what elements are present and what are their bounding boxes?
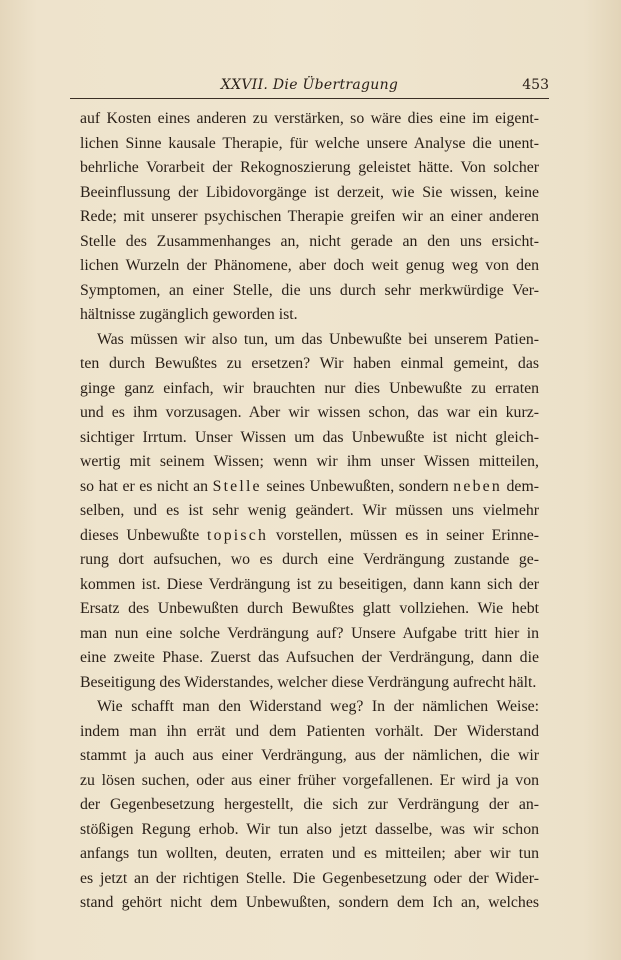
text-line: auf Kosten eines anderen zu verstärken, so wäre dies eine im eigent-	[80, 110, 539, 127]
text-run: dieses Unbewußte	[80, 526, 208, 544]
text-line: hältnisse zugänglich geworden ist.	[80, 306, 298, 323]
text-line: Beeinflussung der Libidovorgänge ist derzeit, wie Sie wissen, keine	[80, 183, 539, 201]
text-run: seines Unbewußten, sondern	[261, 477, 454, 495]
text-line: es jetzt an der richtigen Stelle. Die Gegenbesetzung oder der Wider-	[80, 869, 539, 887]
text-run: vorstellen, müssen es in seiner Erinne-	[268, 526, 539, 544]
text-line: indem man ihn errät und dem Patienten vorhält. Der Widerstand	[80, 722, 539, 740]
text-line: anfangs tun wollten, deuten, erraten und es mitteilen; aber wir tun	[80, 845, 539, 862]
text-line: stammt ja auch aus einer Verdrängung, aus der nämlichen, die wir	[80, 747, 539, 764]
text-line: selben, und es ist sehr wenig geändert. Wir müssen uns vielmehr	[80, 502, 539, 519]
text-line: Wie schafft man den Widerstand weg? In der nämlichen Weise:	[97, 698, 539, 715]
text-line: lichen Wurzeln der Phänomene, aber doch weit genug weg von den	[80, 257, 539, 274]
text-line: ten durch Bewußtes zu ersetzen? Wir haben einmal gemeint, das	[80, 355, 539, 372]
text-run: dem-	[501, 477, 539, 495]
text-line	[80, 475, 539, 500]
text-line: eine zweite Phase. Zuerst das Aufsuchen der Verdrängung, dann die	[80, 649, 539, 666]
text-line: und es ihm vorzusagen. Aber wir wissen schon, das war ein kurz-	[80, 404, 539, 421]
text-line: wertig mit seinem Wissen; wenn wir ihm unser Wissen mitteilen,	[80, 453, 539, 470]
page-header	[70, 74, 549, 99]
text-line	[80, 524, 539, 549]
text-line: stand gehört nicht dem Unbewußten, sondern dem Ich an, welches	[80, 894, 539, 911]
text-line: lichen Sinne kausale Therapie, für welche unsere Analyse die unent-	[80, 134, 539, 152]
paragraph-2	[80, 328, 539, 696]
text-line: rung dort aufsuchen, wo es durch eine Verdrängung zustande ge-	[80, 551, 539, 568]
text-line: ginge ganz einfach, wir brauchten nur dies Unbewußte zu erraten	[80, 379, 539, 397]
body-text	[80, 107, 539, 916]
text-line: Stelle des Zusammenhanges an, nicht gerade an den uns ersicht-	[80, 232, 539, 250]
paragraph-3	[80, 695, 539, 916]
text-line: man nun eine solche Verdrängung auf? Unsere Aufgabe tritt hier in	[80, 624, 539, 642]
emphasis-spaced: Stelle	[212, 477, 262, 495]
emphasis-spaced: neben	[453, 477, 502, 495]
paragraph-1	[80, 107, 539, 328]
text-line: stößigen Regung erhob. Wir tun also jetzt dasselbe, was wir schon	[80, 820, 539, 838]
text-line: behrliche Vorarbeit der Rekognoszierung geleistet hätte. Von solcher	[80, 159, 539, 176]
text-run: so hat er es nicht an	[80, 477, 213, 495]
text-line: zu lösen suchen, oder aus einer früher vorgefallenen. Er wird ja von	[80, 771, 539, 789]
text-line: Symptomen, an einer Stelle, die uns durch sehr merkwürdige Ver-	[80, 281, 539, 299]
text-line: Ersatz des Unbewußten durch Bewußtes glatt vollziehen. Wie hebt	[80, 600, 539, 617]
text-line: der Gegenbesetzung hergestellt, die sich zur Verdrängung der an-	[80, 796, 539, 813]
text-line: Beseitigung des Widerstandes, welcher diese Verdrängung aufrecht hält.	[80, 673, 537, 691]
text-line: Rede; mit unserer psychischen Therapie greifen wir an einer anderen	[80, 208, 539, 225]
text-line: sichtiger Irrtum. Unser Wissen um das Unbewußte ist nicht gleich-	[80, 428, 539, 446]
text-line: Was müssen wir also tun, um das Unbewußte bei unserem Patien-	[97, 330, 539, 348]
running-head: XXVII. Die Übertragung	[220, 77, 399, 93]
text-line: kommen ist. Diese Verdrängung ist zu beseitigen, dann kann sich der	[80, 575, 539, 593]
emphasis-spaced: topisch	[207, 526, 269, 544]
page-number: 453	[522, 77, 549, 93]
